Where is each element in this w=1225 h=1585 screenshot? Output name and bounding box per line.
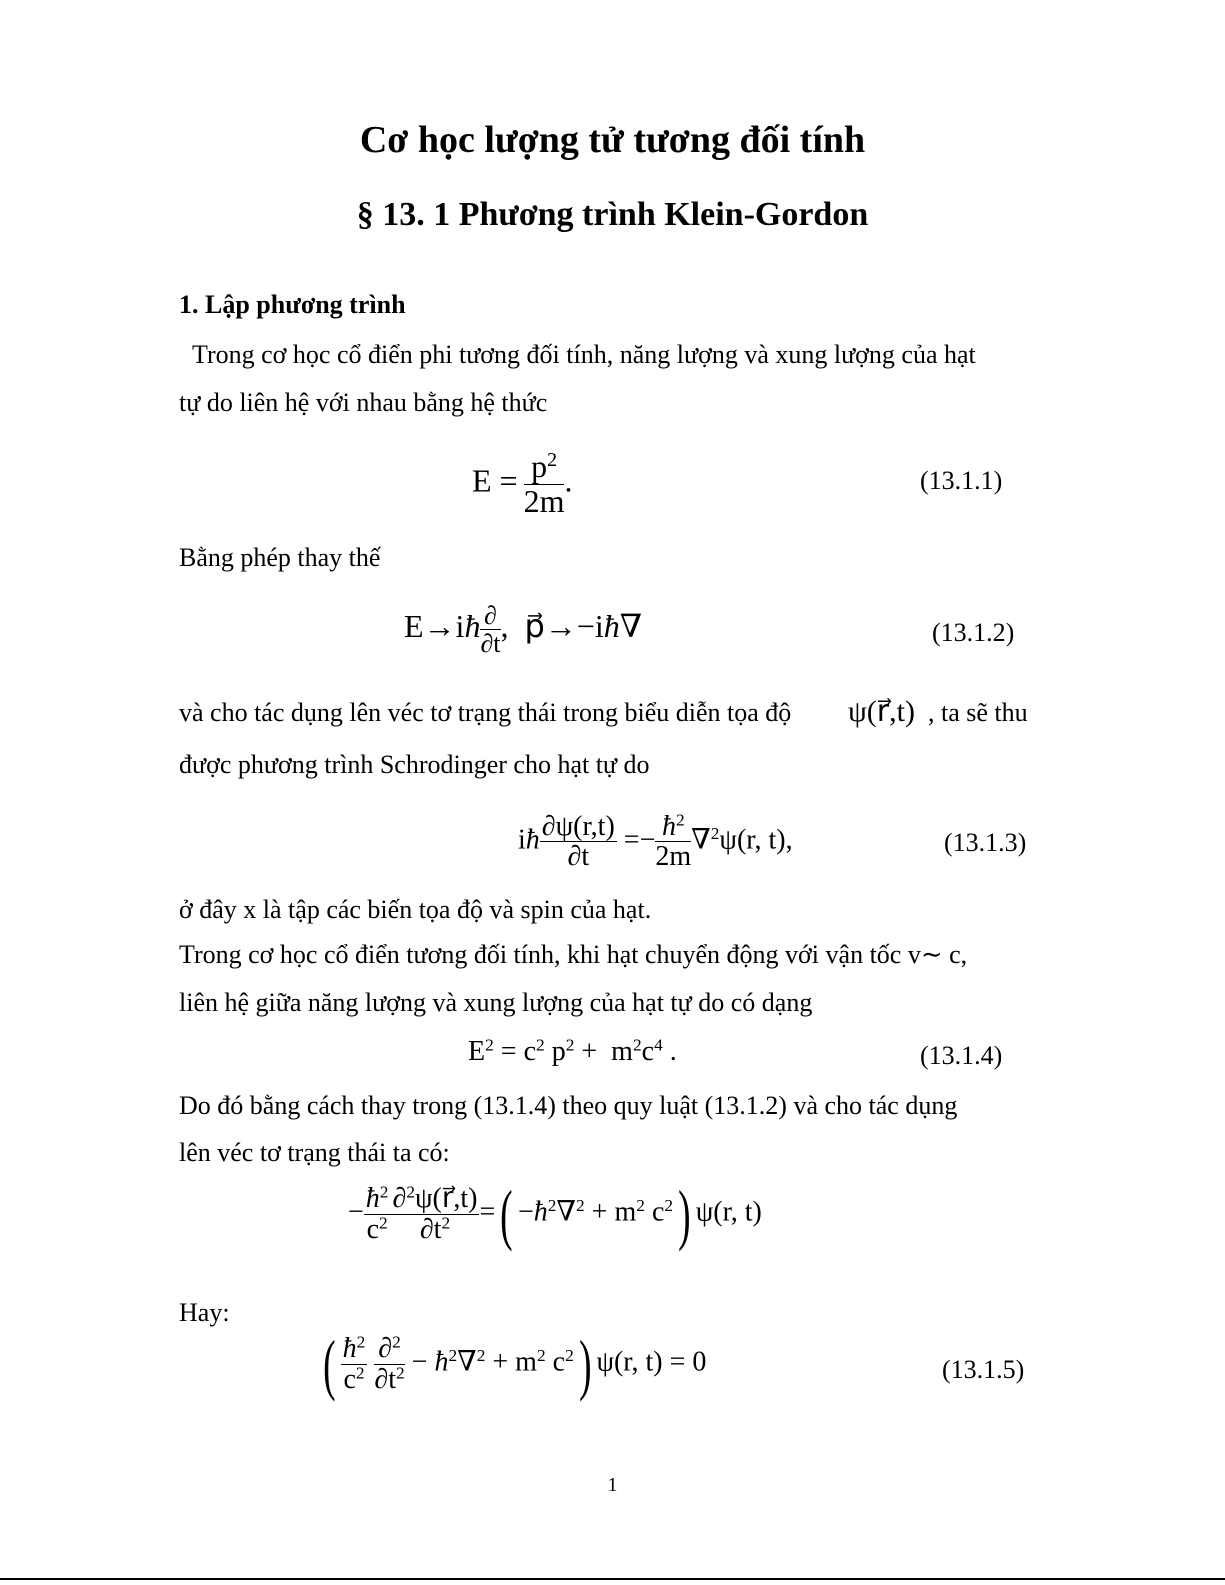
paragraph-7: Hay: [179, 1298, 230, 1327]
paragraph-4: ở đây x là tập các biến tọa độ và spin của hạt. [179, 895, 652, 924]
paragraph-3-line-1a: và cho tác dụng lên véc tơ trạng thái trong biểu diễn tọa độ [179, 698, 792, 727]
paragraph-3-line-2: được phương trình Schrodinger cho hạt tự do [179, 750, 650, 779]
equation-13-1-4: $E^2 = c^2$ $p^2 + m^2c^4$ . [468, 1035, 677, 1067]
paragraph-1-line-2: tự do liên hệ với nhau bằng hệ thức [179, 388, 548, 417]
paragraph-2: Bằng phép thay thế [179, 543, 381, 572]
equation-13-1-1: E = $\frac{p^2}{2m}$ . [472, 448, 573, 519]
page-number: 1 [607, 1474, 618, 1496]
equation-number-13-1-4: (13.1.4) [920, 1041, 1003, 1070]
equation-number-13-1-5: (13.1.5) [942, 1355, 1025, 1384]
paragraph-1-line-1: Trong cơ học cổ điển phi tương đối tính, năng lượng và xung lượng của hạt [192, 340, 976, 369]
paragraph-5-line-1: Trong cơ học cổ điển tương đối tính, khi hạt chuyển động với vận tốc v∼ c, [179, 940, 968, 969]
wavefunction-symbol: ψ(r⃗,t) [848, 695, 915, 728]
paragraph-5-line-2: liên hệ giữa năng lượng và xung lượng của hạt tự do có dạng [179, 988, 813, 1017]
paragraph-6-line-2: lên véc tơ trạng thái ta có: [179, 1138, 450, 1167]
equation-number-13-1-1: (13.1.1) [920, 466, 1003, 495]
equation-13-1-2: E→iħ $\frac{\partial}{\partial t}$ , p⃗→−iħ∇ [404, 601, 643, 659]
paragraph-3-line-1b: , ta sẽ thu [928, 698, 1028, 727]
equation-number-13-1-3: (13.1.3) [944, 828, 1027, 857]
page-title: Cơ học lượng tử tương đối tính [359, 119, 866, 161]
subsection-heading: 1. Lập phương trình [179, 290, 406, 319]
equation-number-13-1-2: (13.1.2) [932, 618, 1015, 647]
equation-13-1-3: iħ $\frac{\partial\psi(r,t)}{\partial t}$ =− $\frac{ħ^2}{2m}$ ∇$^2$ψ(r, t), [518, 810, 793, 873]
section-title: § 13. 1 Phương trình Klein-Gordon [356, 196, 869, 233]
paragraph-6-line-1: Do đó bằng cách thay trong (13.1.4) theo quy luật (13.1.2) và cho tác dụng [179, 1091, 958, 1120]
bottom-rule [0, 1578, 1225, 1580]
equation-intermediate: − $\frac{ħ^2}{c^2}$ $\frac{\partial^2\psi(r⃗,t)}{\partial t^2}$ =( $-ħ^2\nabla^2 + m^2$ $c^2$) ψ(r, t) [348, 1176, 762, 1252]
equation-13-1-5: ( $\frac{ħ^2}{c^2}$ $\frac{\partial^2}{\partial t^2}$ − $ħ^2\nabla^2 + m^2$ $c^2$) ψ(r, t) = 0 [323, 1326, 707, 1402]
